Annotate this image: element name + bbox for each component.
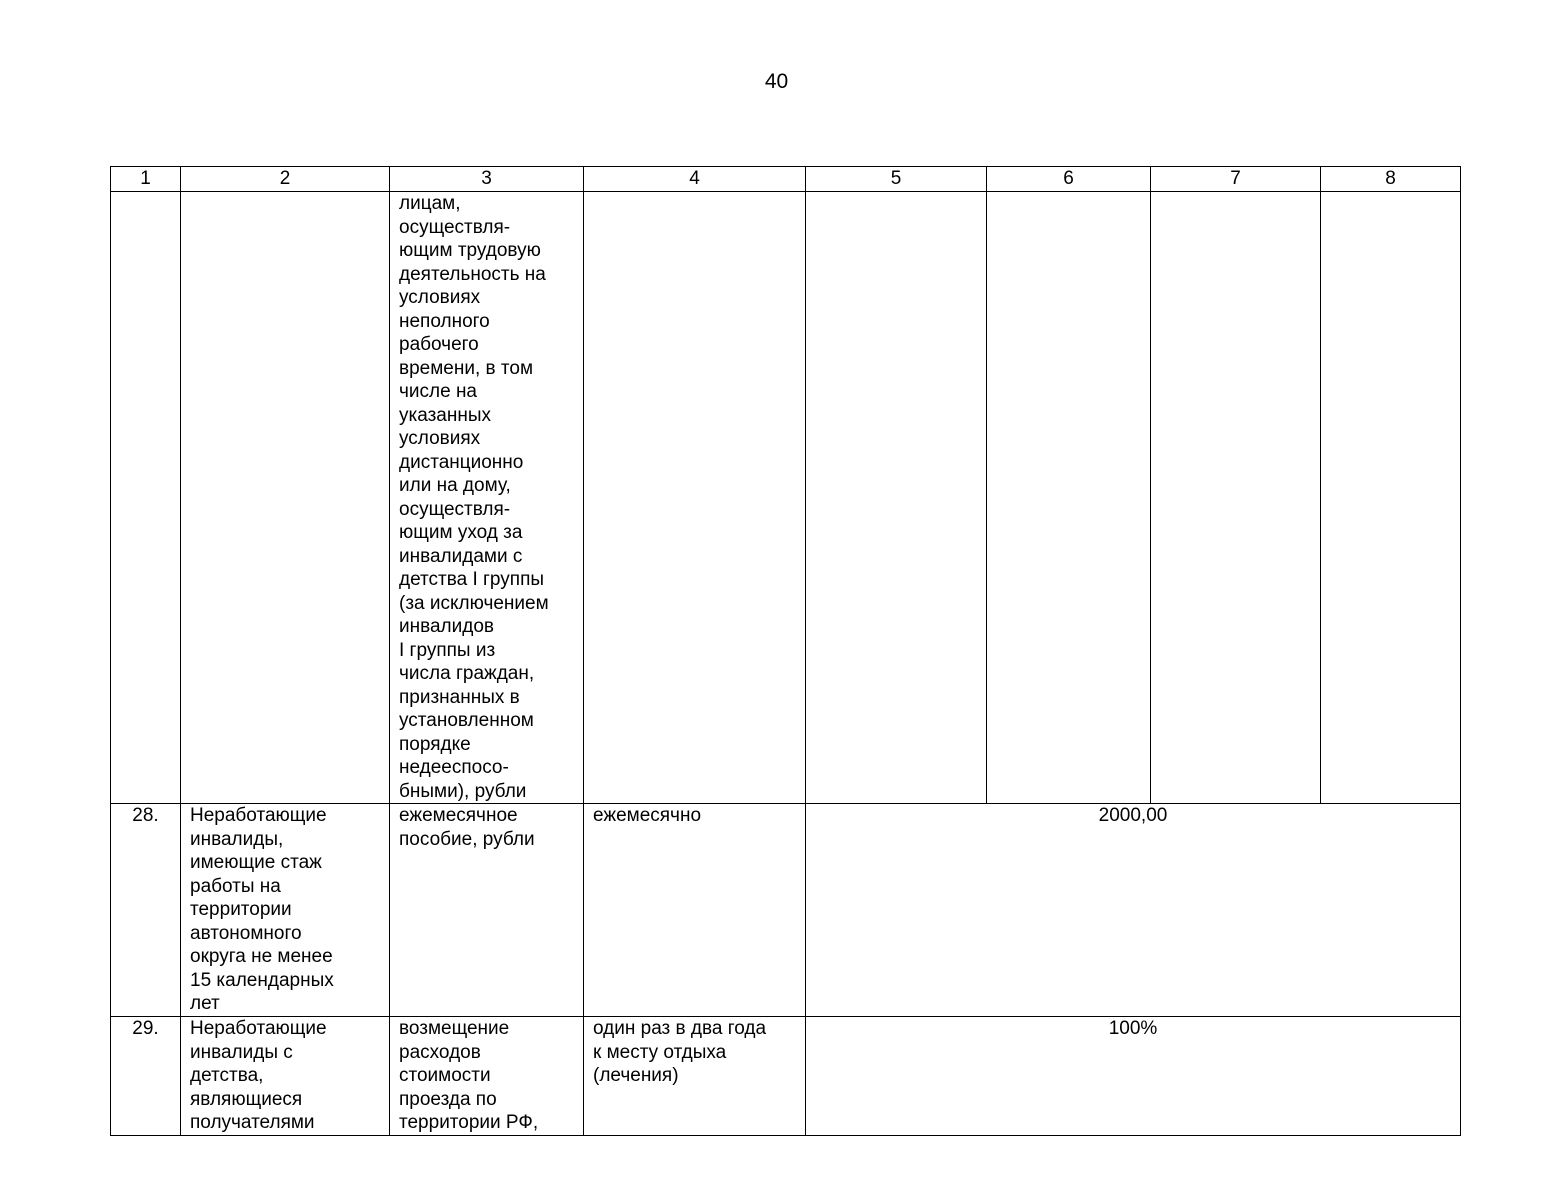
cell-value: 100%	[806, 1017, 1461, 1136]
cell-number: 28.	[111, 804, 181, 1017]
header-cell-7: 7	[1151, 167, 1321, 192]
cell-col8	[1321, 192, 1461, 804]
cell-col5	[806, 192, 987, 804]
cell-number	[111, 192, 181, 804]
header-cell-5: 5	[806, 167, 987, 192]
benefits-table	[110, 166, 1461, 1136]
cell-measure: ежемесячное пособие, рубли	[390, 804, 584, 1017]
header-cell-8: 8	[1321, 167, 1461, 192]
cell-col7	[1151, 192, 1321, 804]
header-cell-2: 2	[181, 167, 390, 192]
cell-frequency: ежемесячно	[584, 804, 806, 1017]
cell-category	[181, 192, 390, 804]
table-row-continuation	[111, 192, 1461, 804]
cell-frequency	[584, 192, 806, 804]
header-cell-3: 3	[390, 167, 584, 192]
cell-measure: возмещение расходов стоимости проезда по территории РФ,	[390, 1017, 584, 1136]
cell-value: 2000,00	[806, 804, 1461, 1017]
cell-measure: лицам, осуществля- ющим трудовую деятельность на условиях неполного рабочего времени, в том числе на указанных условиях дистанционно или на дому, осуществля- ющим уход за инвалидами с детства I группы (за исключением инвалидов I группы из числа граждан, признанных в установленном порядке недееспосо- бными), рубли	[390, 192, 584, 804]
table-header-row	[111, 167, 1461, 192]
header-cell-6: 6	[987, 167, 1151, 192]
table-row	[111, 804, 1461, 1017]
cell-col6	[987, 192, 1151, 804]
cell-frequency: один раз в два года к месту отдыха (лечения)	[584, 1017, 806, 1136]
header-cell-1: 1	[111, 167, 181, 192]
cell-category: Неработающие инвалиды, имеющие стаж работы на территории автономного округа не менее 15 календарных лет	[181, 804, 390, 1017]
table-row	[111, 1017, 1461, 1136]
header-cell-4: 4	[584, 167, 806, 192]
page-number: 40	[764, 70, 789, 93]
cell-number: 29.	[111, 1017, 181, 1136]
cell-category: Неработающие инвалиды с детства, являющиеся получателями	[181, 1017, 390, 1136]
